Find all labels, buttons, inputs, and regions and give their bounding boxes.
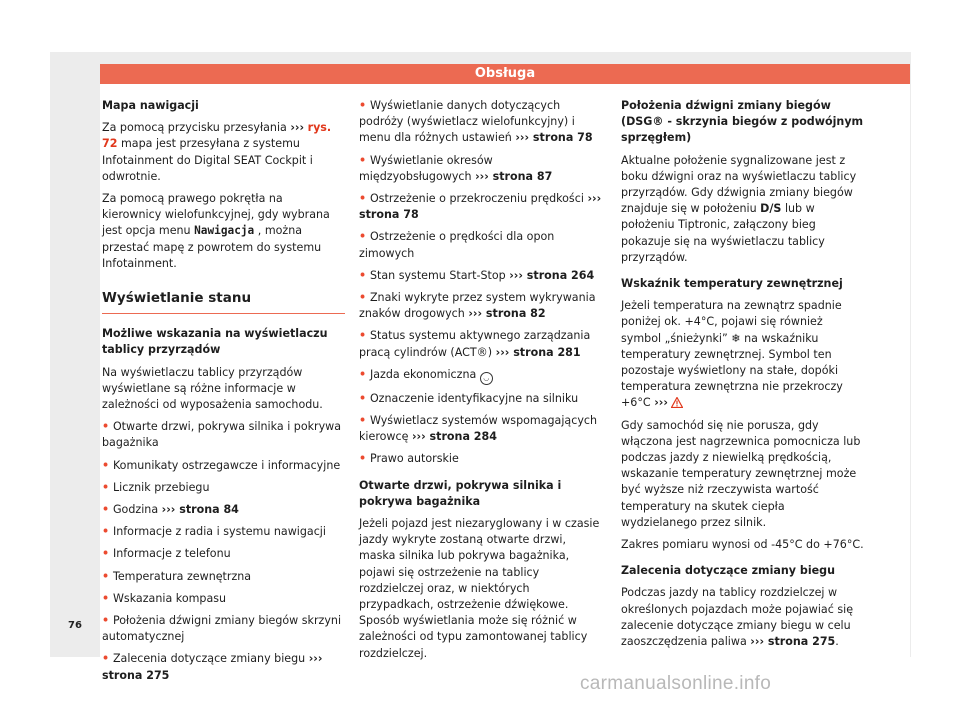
paragraph-range: Zakres pomiaru wynosi od -45°C do +76°C. xyxy=(621,538,864,552)
column-2 xyxy=(359,98,602,668)
paragraph-dsg: Aktualne położenie sygnalizowane jest z boku dźwigni oraz na wyświetlaczu tablicy przyrządów. Gdy dźwignia zmiany biegów znajduje się w położeniu D/S lub w położeniu Tiptronic, załączony bieg pokazuje się na wyświetlaczu tablicy przyrządów. xyxy=(621,153,857,264)
list-item: • Wyświetlacz systemów wspomagających kierowcę ››› strona 284 xyxy=(359,414,598,444)
list-item: • Informacje z radia i systemu nawigacji xyxy=(102,525,326,539)
paragraph-map-1: Za pomocą przycisku przesyłania ››› rys. 72 mapa jest przesyłana z systemu Infotainment do Digital SEAT Cockpit i odwrotnie. xyxy=(102,121,332,183)
paragraph-map-2: Za pomocą prawego pokrętła na kierownicy wielofunkcyjnej, gdy wybrana jest opcja menu Nawigacja , można przestać mapę z powrotem do systemu Infotainment. xyxy=(102,192,330,270)
page-link[interactable]: ››› strona 84 xyxy=(161,503,239,517)
list-item: • Informacje z telefonu xyxy=(102,547,231,561)
list-item: • Temperatura zewnętrzna xyxy=(102,569,252,583)
page-link[interactable]: ››› strona 87 xyxy=(475,169,553,183)
list-item: • Stan systemu Start-Stop ››› strona 264 xyxy=(359,268,595,282)
list-item: • Zalecenia dotyczące zmiany biegu ››› strona 275 xyxy=(102,652,323,682)
warning-icon[interactable] xyxy=(671,397,683,408)
page-link[interactable]: ››› strona 275 xyxy=(750,635,836,649)
list-item: • Otwarte drzwi, pokrywa silnika i pokrywa bagażnika xyxy=(102,420,342,450)
paragraph-temperature: Jeżeli temperatura na zewnątrz spadnie poniżej ok. +4°C, pojawi się również symbol „śnieżynki” ❄ na wskaźniku temperatury zewnętrznej. Symbol ten pozostaje wyświetlony na stałe, dopóki temperatura zewnętrzna nie przekroczy +6°C ››› xyxy=(621,299,843,410)
page-link[interactable]: ››› strona 275 xyxy=(102,652,323,682)
list-item: • Wskazania kompasu xyxy=(102,591,227,605)
heading-dsg: Położenia dźwigni zmiany biegów (DSG® - skrzynia biegów z podwójnym sprzęgłem) xyxy=(621,99,864,145)
page-link[interactable]: ››› strona 264 xyxy=(509,268,595,282)
heading-gear-recommendation: Zalecenia dotyczące zmiany biegu xyxy=(621,564,835,578)
page-link[interactable]: ››› strona 78 xyxy=(515,131,593,145)
figure-link[interactable]: rys. 72 xyxy=(102,121,332,151)
column-3 xyxy=(621,98,864,656)
list-item: • Status systemu aktywnego zarządzania pracą cylindrów (ACT®) ››› strona 281 xyxy=(359,329,591,359)
list-item: • Znaki wykryte przez system wykrywania znaków drogowych ››› strona 82 xyxy=(359,291,596,321)
page-link[interactable]: ››› strona 281 xyxy=(495,345,581,359)
heading-map: Mapa nawigacji xyxy=(102,99,199,112)
paragraph-temperature-note: Gdy samochód się nie porusza, gdy włączona jest nagrzewnica pomocnicza lub podczas jazdy z niewielką prędkością, wskazanie temperatury zewnętrznej może być wyższe niż rzeczywista wartość temperatury na skutek ciepła wydzielanego przez silnik. xyxy=(621,418,861,529)
heading-temperature: Wskaźnik temperatury zewnętrznej xyxy=(621,277,843,291)
list-item: • Wyświetlanie danych dotyczących podróży (wyświetlacz wielofunkcyjny) i menu dla różnych ustawień ››› strona 78 xyxy=(359,99,593,145)
list-item: • Wyświetlanie okresów międzyobsługowych ››› strona 87 xyxy=(359,153,553,183)
list-item: • Położenia dźwigni zmiany biegów skrzyni automatycznej xyxy=(102,614,342,644)
list-item: • Licznik przebiegu xyxy=(102,480,210,494)
paragraph-gear-recommendation: Podczas jazdy na tablicy rozdzielczej w określonych pojazdach może pojawiać się zalecenie dotyczące zmiany biegu w celu zaoszczędzenia paliwa ››› strona 275. xyxy=(621,586,854,649)
page-link[interactable]: ››› strona 284 xyxy=(411,430,497,444)
list-item: • Ostrzeżenie o przekroczeniu prędkości ››› strona 78 xyxy=(359,192,602,222)
paragraph-indications: Na wyświetlaczu tablicy przyrządów wyświetlane są różne informacje w zależności od wyposażenia samochodu. xyxy=(102,365,323,412)
watermark: carmanualsonline.info xyxy=(580,673,772,694)
list-item: • Ostrzeżenie o prędkości dla opon zimowych xyxy=(359,230,555,260)
column-1 xyxy=(102,98,345,690)
snowflake-icon: ❄ xyxy=(731,331,741,345)
chapter-header: Obsługa xyxy=(100,64,910,84)
list-item: • Komunikaty ostrzegawcze i informacyjne xyxy=(102,458,341,472)
paragraph-open-doors: Jeżeli pojazd jest niezaryglowany i w czasie jazdy wykryte zostaną otwarte drzwi, maska silnika lub pokrywa bagażnika, pojawi się ostrzeżenie na tablicy rozdzielczej oraz, w niektórych przypadkach, ostrzeżenie dźwiękowe. Sposób wyświetlania może się różnić w zależności od typu zamontowanej tablicy rozdzielczej. xyxy=(359,517,600,660)
list-item: • Godzina ››› strona 84 xyxy=(102,503,239,517)
list-item: • Prawo autorskie xyxy=(359,452,459,466)
list-item: • Jazda ekonomiczna ◡ xyxy=(359,367,602,385)
list-item: • Oznaczenie identyfikacyjne na silniku xyxy=(359,391,579,405)
section-title: Wyświetlanie stanu xyxy=(102,290,345,314)
eco-driving-icon: ◡ xyxy=(480,372,493,385)
page-link[interactable]: ››› strona 78 xyxy=(359,192,602,222)
page-number: 76 xyxy=(68,620,82,631)
heading-possible-indications: Możliwe wskazania na wyświetlaczu tablicy przyrządów xyxy=(102,327,328,357)
page-link[interactable]: ››› strona 82 xyxy=(468,307,546,321)
heading-open-doors: Otwarte drzwi, pokrywa silnika i pokrywa bagażnika xyxy=(359,478,562,508)
